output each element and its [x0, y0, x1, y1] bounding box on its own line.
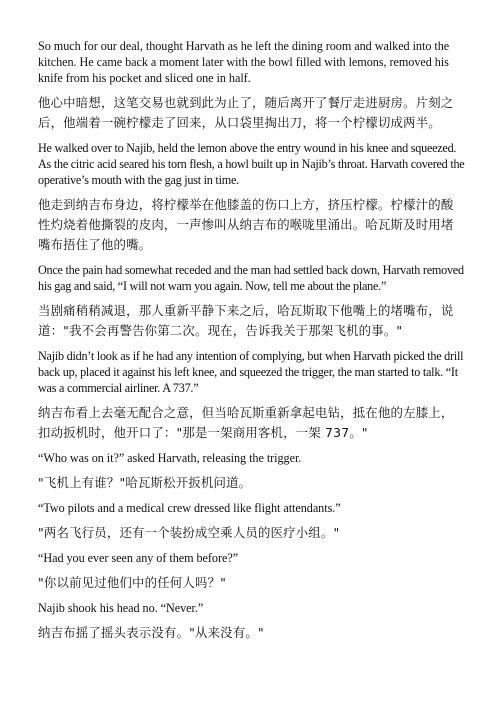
paragraph-zh-1: 他心中暗想，这笔交易也就到此为止了，随后离开了餐厅走进厨房。片刻之后，他端着一碗柠檬走了回来，从口袋里掏出刀，将一个柠檬切成两半。	[38, 95, 454, 130]
paragraph-zh-3: 当剧痛稍稍减退，那人重新平静下来之后，哈瓦斯取下他嘴上的堵嘴布，说道："我不会再警告你第二次。现在，告诉我关于那架飞机的事。"	[38, 303, 454, 338]
paragraph-zh-6: "两名飞行员，还有一个装扮成空乘人员的医疗小组。"	[38, 525, 340, 540]
paragraph-en-3: Once the pain had somewhat receded and the man had settled back down, Harvath removed his gag and said, “I will not warn you again. Now, tell me about the plane.”	[38, 263, 464, 293]
paragraph-zh-8: 纳吉布摇了摇头表示没有。"从来没有。"	[38, 625, 264, 640]
document-page	[38, 38, 466, 643]
paragraph-en-1: So much for our deal, thought Harvath as he left the dining room and walked into the kitchen. He came back a moment later with the bowl filled with lemons, removed his knife from his pocket and sliced one in half.	[38, 39, 450, 85]
paragraph-zh-2: 他走到纳吉布身边，将柠檬举在他膝盖的伤口上方，挤压柠檬。柠檬汁的酸性灼烧着他撕裂的皮肉，一声惨叫从纳吉布的喉咙里涌出。哈瓦斯及时用堵嘴布捂住了他的嘴。	[38, 197, 454, 252]
paragraph-en-5: “Who was on it?” asked Harvath, releasing the trigger.	[38, 451, 302, 465]
paragraph-en-8: Najib shook his head no. “Never.”	[38, 601, 204, 615]
paragraph-zh-7: "你以前见过他们中的任何人吗？"	[38, 575, 227, 590]
paragraph-en-7: “Had you ever seen any of them before?”	[38, 551, 239, 565]
paragraph-en-6: “Two pilots and a medical crew dressed like flight attendants.”	[38, 501, 341, 515]
paragraph-zh-4: 纳吉布看上去毫无配合之意，但当哈瓦斯重新拿起电钻，抵在他的左膝上，扣动扳机时，他开口了："那是一架商用客机，一架 737。"	[38, 405, 454, 440]
paragraph-en-4: Najib didn’t look as if he had any intention of complying, but when Harvath picked the drill back up, placed it against his left knee, and squeezed the trigger, the man started to talk. “It was a commercial airliner. A 737.”	[38, 349, 464, 395]
paragraph-en-2: He walked over to Najib, held the lemon above the entry wound in his knee and squeezed. As the citric acid seared his torn flesh, a howl built up in Najib’s throat. Harvath covered the operative’s mouth with the gag just in time.	[38, 141, 465, 187]
paragraph-zh-5: "飞机上有谁？"哈瓦斯松开扳机问道。	[38, 475, 252, 490]
